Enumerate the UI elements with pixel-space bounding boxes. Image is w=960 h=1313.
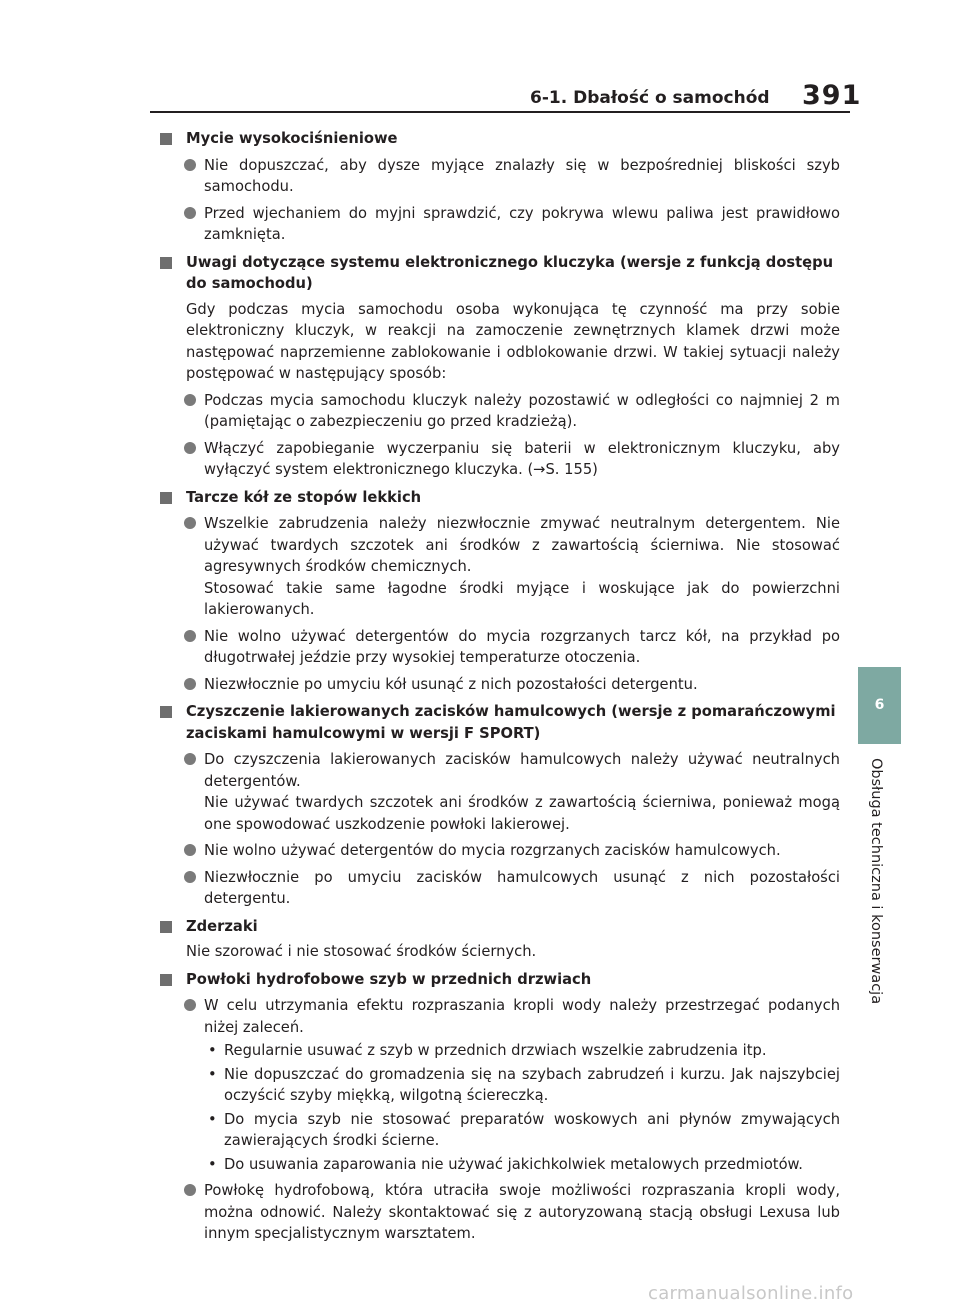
bullet-text: Niezwłocznie po umyciu kół usunąć z nich pozostałości detergentu. [204, 675, 698, 693]
circle-bullet-icon [184, 159, 196, 171]
section-heading-text: Powłoki hydrofobowe szyb w przednich drzwiach [186, 970, 592, 988]
sub-list-item [160, 1040, 840, 1062]
sub-list-item [160, 1154, 840, 1176]
section-heading-text: Czyszczenie lakierowanych zacisków hamulcowych (wersje z pomarańczowymi zaciskami hamulcowymi w wersji F SPORT) [186, 703, 836, 742]
header-rule [150, 111, 850, 113]
circle-bullet-icon [184, 517, 196, 529]
bullet-item [160, 390, 840, 433]
circle-bullet-icon [184, 630, 196, 642]
dot-marker-icon: • [208, 1065, 217, 1083]
sub-list-text: Nie dopuszczać do gromadzenia się na szybach zabrudzeń i kurzu. Jak najszybciej oczyścić szyby miękką, wilgotną ściereczką. [224, 1065, 840, 1104]
bullet-text: Podczas mycia samochodu kluczyk należy pozostawić w odległości co najmniej 2 m (pamiętając o zabezpieczeniu go przed kradzieżą). [204, 391, 840, 430]
circle-bullet-icon [184, 442, 196, 454]
bullet-item [160, 1180, 840, 1245]
page-header [0, 0, 960, 120]
section-heading [160, 701, 840, 744]
bullet-item [160, 840, 840, 862]
sub-list-text: Regularnie usuwać z szyb w przednich drzwiach wszelkie zabrudzenia itp. [224, 1042, 767, 1059]
section-heading-text: Uwagi dotyczące systemu elektronicznego kluczyka (wersje z funkcją dostępu do samochodu) [186, 253, 834, 292]
section-heading [160, 969, 840, 991]
circle-bullet-icon [184, 678, 196, 690]
bullet-text: Do czyszczenia lakierowanych zacisków hamulcowych należy używać neutralnych detergentów. [204, 751, 840, 790]
circle-bullet-icon [184, 207, 196, 219]
bullet-item [160, 513, 840, 621]
sub-list-item [160, 1064, 840, 1107]
bullet-text: Nie używać twardych szczotek ani środków z zawartością ścierniwa, ponieważ mogą one spowodować uszkodzenie powłoki lakierowej. [204, 794, 840, 833]
square-bullet-icon [160, 257, 172, 269]
bullet-item [160, 203, 840, 246]
circle-bullet-icon [184, 844, 196, 856]
bullet-text: Włączyć zapobieganie wyczerpaniu się baterii w elektronicznym kluczyku, aby wyłączyć system elektronicznego kluczyka. (→S. 155) [204, 439, 840, 478]
bullet-text: Powłokę hydrofobową, która utraciła swoje możliwości rozpraszania kropli wody, można odnowić. Należy skontaktować się z autoryzowaną stacją obsługi Lexusa lub innym specjalistycznym warsztatem. [204, 1182, 840, 1242]
bullet-item [160, 626, 840, 669]
bullet-text: Wszelkie zabrudzenia należy niezwłocznie zmywać neutralnym detergentem. Nie używać twardych szczotek ani środków z zawartością ścierniwa. Nie stosować agresywnych środków chemicznych. [204, 515, 840, 575]
page-content [160, 128, 840, 1245]
section-heading-text: Mycie wysokociśnieniowe [186, 130, 398, 147]
bullet-text: Stosować takie same łagodne środki myjące i woskujące jak do powierzchni lakierowanych. [204, 579, 840, 618]
dot-marker-icon: • [208, 1110, 217, 1128]
watermark: carmanualsonline.info [648, 1283, 854, 1304]
square-bullet-icon [160, 706, 172, 718]
chapter-tab-number: 6 [874, 697, 885, 713]
circle-bullet-icon [184, 753, 196, 765]
section-title: 6-1. Dbałość o samochód [530, 88, 770, 108]
square-bullet-icon [160, 974, 172, 986]
section-heading [160, 252, 840, 295]
bullet-text: Nie wolno używać detergentów do mycia rozgrzanych tarcz kół, na przykład po długotrwałej jeździe przy wysokiej temperaturze otoczenia. [204, 627, 840, 666]
bullet-text: Niezwłocznie po umyciu zacisków hamulcowych usunąć z nich pozostałości detergentu. [204, 868, 840, 907]
circle-bullet-icon [184, 394, 196, 406]
section-heading [160, 487, 840, 509]
section-heading [160, 128, 840, 150]
section-heading-text: Zderzaki [186, 917, 258, 935]
square-bullet-icon [160, 921, 172, 933]
bullet-item [160, 155, 840, 198]
bullet-text: Nie dopuszczać, aby dysze myjące znalazły się w bezpośredniej bliskości szyb samochodu. [204, 156, 840, 195]
dot-marker-icon: • [208, 1155, 217, 1173]
bullet-text: W celu utrzymania efektu rozpraszania kropli wody należy przestrzegać podanych niżej zaleceń. [204, 997, 840, 1036]
bullet-item [160, 674, 840, 696]
section-paragraph: Nie szorować i nie stosować środków ściernych. [186, 943, 537, 960]
chapter-tab [858, 667, 901, 744]
bullet-text: Przed wjechaniem do myjni sprawdzić, czy pokrywa wlewu paliwa jest prawidłowo zamknięta. [204, 204, 840, 243]
bullet-text: Nie wolno używać detergentów do mycia rozgrzanych zacisków hamulcowych. [204, 842, 781, 859]
circle-bullet-icon [184, 871, 196, 883]
square-bullet-icon [160, 492, 172, 504]
dot-marker-icon: • [208, 1042, 217, 1059]
bullet-item [160, 995, 840, 1038]
bullet-item [160, 867, 840, 910]
page-number: 391 [802, 80, 862, 111]
circle-bullet-icon [184, 999, 196, 1011]
circle-bullet-icon [184, 1184, 196, 1196]
chapter-tab-label: Obsługa techniczna i konserwacja [868, 758, 884, 1005]
square-bullet-icon [160, 133, 172, 145]
sub-list-item [160, 1109, 840, 1152]
sub-list-text: Do mycia szyb nie stosować preparatów woskowych ani płynów zmywających zawierających środki ścierne. [224, 1110, 840, 1149]
bullet-item [160, 749, 840, 835]
section-heading-text: Tarcze kół ze stopów lekkich [186, 488, 422, 506]
sub-list-text: Do usuwania zaparowania nie używać jakichkolwiek metalowych przedmiotów. [224, 1155, 803, 1173]
section-heading [160, 916, 840, 938]
section-paragraph: Gdy podczas mycia samochodu osoba wykonująca tę czynność ma przy sobie elektroniczny kluczyk, w reakcji na zamoczenie zewnętrznych klamek drzwi może następować naprzemienne zablokowanie i odblokowanie drzwi. W takiej sytuacji należy postępować w następujący sposób: [186, 300, 840, 382]
bullet-item [160, 438, 840, 481]
